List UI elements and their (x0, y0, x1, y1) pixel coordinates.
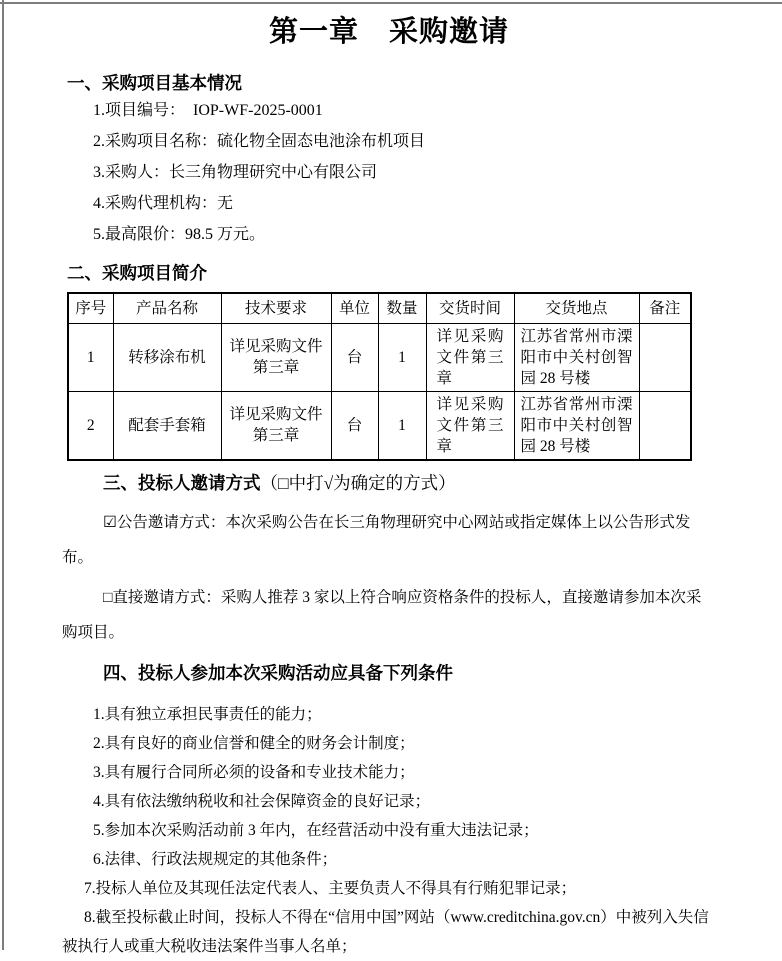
requirement-item: 8.截至投标截止时间，投标人不得在“信用中国”网站（www.creditchina.gov.cn）中被列入失信被执行人或重大税收违法案件当事人名单； (62, 908, 709, 955)
table-cell-unit: 台 (331, 391, 378, 460)
requirement-item: 2.具有良好的商业信誉和健全的财务会计制度； (93, 734, 415, 752)
header-cell-tech-requirements: 技术要求 (221, 293, 331, 323)
document-page (62, 0, 716, 961)
announcement-invitation-text: 公告邀请方式：本次采购公告在长三角物理研究中心网站或指定媒体上以公告形式发布。 (62, 513, 691, 566)
header-cell-delivery-time: 交货时间 (426, 293, 514, 323)
project-number: 1.项目编号： IOP-WF-2025-0001 (93, 102, 323, 119)
header-cell-quantity: 数量 (378, 293, 426, 323)
table-row (68, 391, 691, 460)
requirement-item: 3.具有履行合同所必须的设备和专业技术能力； (93, 763, 415, 781)
table-cell-delivery-time: 详见采购文件第三章 (426, 323, 514, 391)
table-cell-index: 1 (68, 323, 113, 391)
section-heading-project-intro: 二、采购项目简介 (67, 263, 207, 283)
section-heading-invitation-method (62, 471, 716, 495)
table-cell-quantity: 1 (378, 323, 426, 391)
section-heading-basic-info: 一、采购项目基本情况 (67, 73, 242, 93)
table-cell-quantity: 1 (378, 391, 426, 460)
header-cell-unit: 单位 (331, 293, 378, 323)
products-table (67, 292, 692, 461)
table-cell-delivery-place: 江苏省常州市溧阳市中关村创智园 28 号楼 (514, 391, 639, 460)
table-cell-remark (639, 323, 691, 391)
max-price: 5.最高限价：98.5 万元。 (93, 226, 266, 243)
invitation-method-heading-text: 三、投标人邀请方式 (103, 472, 261, 493)
requirement-item: 6.法律、行政法规规定的其他条件； (93, 850, 338, 868)
procurement-agency: 4.采购代理机构：无 (93, 195, 234, 212)
table-row (68, 323, 691, 391)
checkbox-unchecked-icon: □ (103, 588, 113, 606)
requirement-item: 5.参加本次采购活动前 3 年内，在经营活动中没有重大违法记录； (93, 821, 539, 839)
chapter-title: 第一章 采购邀请 (268, 16, 509, 48)
table-header-row (68, 293, 691, 323)
bidder-requirements-list (62, 700, 716, 961)
table-cell-tech-requirements: 详见采购文件第三章 (221, 391, 331, 460)
requirement-item: 7.投标人单位及其现任法定代表人、主要负责人不得具有行贿犯罪记录； (84, 879, 577, 897)
header-cell-product-name: 产品名称 (113, 293, 221, 323)
table-cell-remark (639, 391, 691, 460)
section-heading-bidder-requirements: 四、投标人参加本次采购活动应具备下列条件 (103, 662, 453, 683)
checkbox-checked-icon: ☑ (103, 513, 117, 531)
announcement-invitation-paragraph (62, 505, 716, 575)
header-cell-index: 序号 (68, 293, 113, 323)
basic-info-list (62, 95, 716, 250)
table-cell-delivery-time: 详见采购文件第三章 (426, 391, 514, 460)
header-cell-remark: 备注 (639, 293, 691, 323)
table-cell-delivery-place: 江苏省常州市溧阳市中关村创智园 28 号楼 (514, 323, 639, 391)
table-cell-unit: 台 (331, 323, 378, 391)
project-name: 2.采购项目名称：硫化物全固态电池涂布机项目 (93, 133, 426, 150)
requirement-item: 1.具有独立承担民事责任的能力； (93, 705, 322, 723)
direct-invitation-paragraph (62, 580, 716, 650)
checkbox-instruction-note: （□中打√为确定的方式） (260, 472, 456, 493)
table-cell-product-name: 转移涂布机 (113, 323, 221, 391)
requirement-item: 4.具有依法缴纳税收和社会保障资金的良好记录； (93, 792, 431, 810)
table-cell-index: 2 (68, 391, 113, 460)
page-border-left (2, 0, 4, 950)
direct-invitation-text: 直接邀请方式：采购人推荐 3 家以上符合响应资格条件的投标人，直接邀请参加本次采购项目。 (62, 588, 702, 641)
purchaser: 3.采购人：长三角物理研究中心有限公司 (93, 164, 378, 181)
table-cell-product-name: 配套手套箱 (113, 391, 221, 460)
header-cell-delivery-place: 交货地点 (514, 293, 639, 323)
table-cell-tech-requirements: 详见采购文件第三章 (221, 323, 331, 391)
